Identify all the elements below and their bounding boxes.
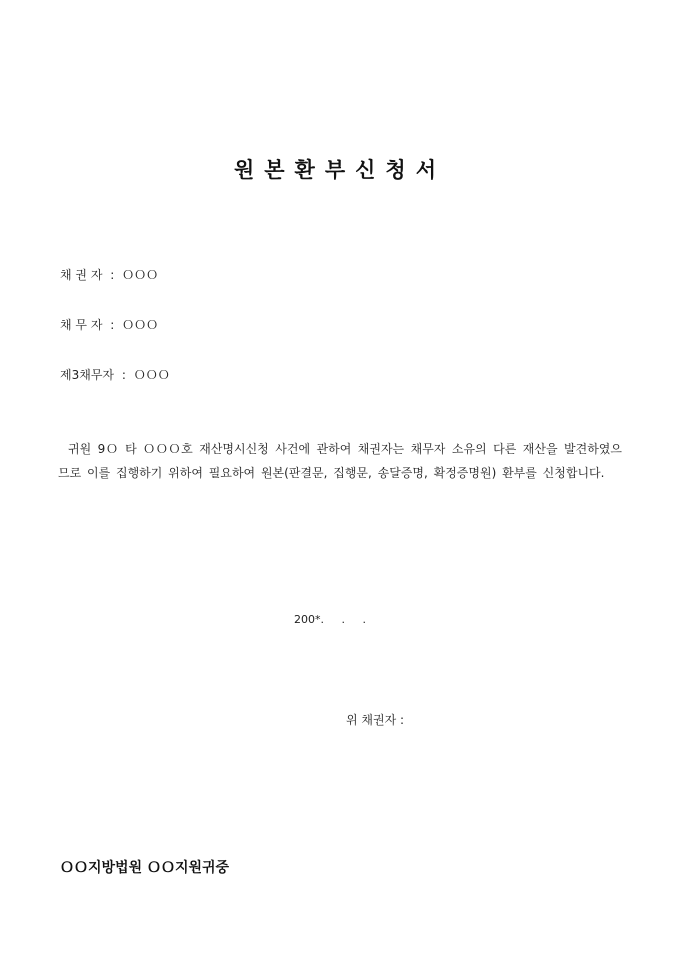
document-title: 원본환부신청서 [233,157,446,182]
debtor-line [60,316,158,333]
signer-line: 위 채권자 : [346,713,405,727]
request-body-text: 귀원 9Ｏ 타 ＯＯＯ호 재산명시신청 사건에 관하여 채권자는 채무자 소유의 다른 재산을 발견하였으므로 이를 집행하기 위하여 필요하여 원본(판결문, 집행문, 송달증명, 확정증명원) 환부를 신청합니다. [58,442,622,480]
third-debtor-separator: : [121,368,126,382]
debtor-separator: : [110,318,115,332]
creditor-separator: : [110,268,115,282]
creditor-value: ＯＯＯ [122,268,159,282]
creditor-label: 채 권 자 [60,268,103,282]
court-addressee: ＯＯ지방법원 ＯＯ지원귀중 [60,860,230,876]
third-debtor-value: ＯＯＯ [133,368,170,382]
creditor-line [60,266,158,283]
debtor-value: ＯＯＯ [122,318,159,332]
debtor-label: 채 무 자 [60,318,103,332]
third-debtor-label: 제3채무자 [60,368,115,382]
third-debtor-line [60,366,170,383]
date-line: 200*. . . [294,613,366,626]
